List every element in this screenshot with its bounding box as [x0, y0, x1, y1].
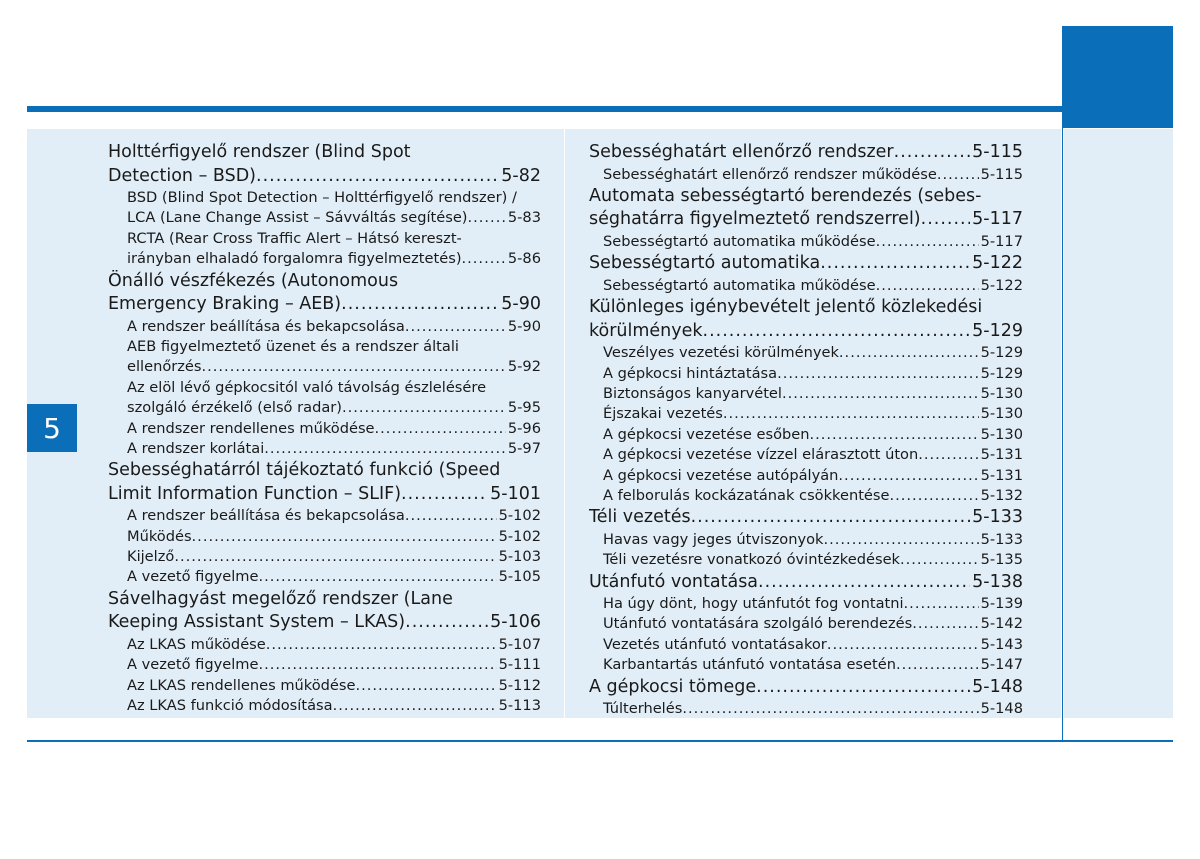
toc-entry-page: 5-133 [980, 530, 1023, 548]
dot-leader [462, 249, 506, 269]
dot-leader [782, 384, 979, 404]
toc-entry [589, 296, 1023, 320]
toc-entry-page: 5-92 [507, 358, 541, 376]
toc-entry-title: A vezető figyelme [127, 568, 259, 586]
toc-entry-page: 5-105 [498, 568, 541, 586]
toc-entry-page: 5-139 [980, 595, 1023, 613]
toc-entry-title: Veszélyes vezetési körülmények [603, 344, 839, 362]
toc-entry-page: 5-82 [501, 165, 541, 186]
toc-entry-title: A rendszer beállítása és bekapcsolása [127, 507, 405, 525]
dot-leader [918, 445, 978, 465]
toc-entry-page: 5-129 [972, 320, 1023, 341]
toc-entry-page: 5-130 [980, 405, 1023, 423]
dot-leader [264, 439, 506, 459]
toc-entry[interactable] [589, 343, 1023, 363]
chapter-number-badge: 5 [27, 404, 77, 452]
toc-entry-title: A felborulás kockázatának csökkentése [603, 486, 890, 504]
toc-entry-title: Sebességtartó automatika működése [603, 276, 876, 294]
toc-entry-page: 5-131 [980, 466, 1023, 484]
dot-leader [405, 611, 488, 635]
toc-entry-title: A gépkocsi vezetése autópályán [603, 466, 839, 484]
dot-leader [921, 208, 971, 232]
dot-leader [820, 252, 970, 276]
dot-leader [355, 676, 496, 696]
dot-leader [256, 165, 499, 189]
dot-leader [259, 567, 497, 587]
toc-entry-page: 5-95 [507, 399, 541, 417]
dot-leader [838, 466, 978, 486]
toc-entry-page: 5-132 [980, 486, 1023, 504]
toc-entry[interactable] [108, 655, 541, 675]
toc-entry-title: A gépkocsi vezetése vízzel elárasztott úton [603, 446, 919, 464]
toc-entry-title: Sebességtartó automatika működése [603, 232, 876, 250]
toc-entry-page: 5-122 [972, 253, 1023, 274]
toc-entry[interactable] [108, 165, 541, 189]
toc-entry[interactable] [589, 445, 1023, 465]
toc-entry-page: 5-101 [490, 483, 541, 504]
toc-entry-page: 5-107 [498, 635, 541, 653]
toc-entry [108, 270, 541, 294]
dot-leader [405, 506, 497, 526]
dot-leader [827, 635, 979, 655]
toc-entry-page: 5-130 [980, 384, 1023, 402]
toc-entry-title: Ha úgy dönt, hogy utánfutót fog vontatni [603, 595, 904, 613]
toc-entry-page: 5-131 [980, 446, 1023, 464]
toc-entry-title: Sebességhatárról tájékoztató funkció (Speed [108, 460, 501, 481]
toc-entry-page: 5-113 [498, 697, 541, 715]
dot-leader [341, 293, 499, 317]
toc-entry-title: Emergency Braking – AEB) [108, 294, 342, 315]
toc-entry-title: Éjszakai vezetés [603, 405, 723, 423]
toc-entry-page: 5-135 [980, 551, 1023, 569]
dot-leader [896, 655, 979, 675]
dot-leader [405, 317, 506, 337]
toc-entry[interactable] [108, 208, 541, 228]
toc-entry-page: 5-97 [507, 439, 541, 457]
toc-entry-title: A gépkocsi vezetése esőben [603, 425, 810, 443]
toc-column-left [108, 141, 541, 716]
toc-entry-page: 5-147 [980, 656, 1023, 674]
chapter-tab-corner [1062, 26, 1173, 128]
toc-entry [108, 337, 541, 357]
toc-entry-title: Téli vezetésre vonatkozó óvintézkedések [603, 551, 900, 569]
toc-entry-title: Keeping Assistant System – LKAS) [108, 612, 406, 633]
toc-entry-page: 5-102 [498, 527, 541, 545]
toc-entry-title: A rendszer beállítása és bekapcsolása [127, 317, 405, 335]
toc-entry[interactable] [589, 655, 1023, 675]
dot-leader [900, 550, 979, 570]
toc-entry[interactable] [108, 635, 541, 655]
toc-entry-title: Sebességtartó automatika [589, 253, 821, 274]
dot-leader [890, 486, 979, 506]
header-rule [27, 106, 1062, 112]
toc-entry-title: Sávelhagyást megelőző rendszer (Lane [108, 588, 453, 609]
toc-entry [108, 229, 541, 249]
toc-entry-page: 5-142 [980, 615, 1023, 633]
toc-entry[interactable] [589, 466, 1023, 486]
toc-entry-page: 5-148 [972, 676, 1023, 697]
toc-entry-page: 5-143 [980, 635, 1023, 653]
toc-entry[interactable] [108, 547, 541, 567]
toc-entry [108, 588, 541, 612]
toc-entry-title: Az LKAS működése [127, 635, 266, 653]
toc-entry[interactable] [589, 699, 1023, 719]
toc-entry[interactable] [589, 276, 1023, 296]
toc-entry-title: Utánfutó vontatása [589, 571, 759, 592]
toc-entry-title: Működés [127, 527, 192, 545]
toc-entry-page: 5-106 [490, 612, 541, 633]
toc-entry-title: Az LKAS funkció módosítása [127, 697, 333, 715]
side-margin-panel [1064, 129, 1173, 718]
dot-leader [259, 655, 497, 675]
toc-entry-title: szolgáló érzékelő (első radar) [127, 399, 342, 417]
toc-entry-page: 5-122 [980, 276, 1023, 294]
toc-entry-title: irányban elhaladó forgalomra figyelmeztetés) [127, 250, 462, 268]
toc-entry-page: 5-90 [501, 294, 541, 315]
dot-leader [876, 276, 979, 296]
toc-entry[interactable] [589, 550, 1023, 570]
toc-entry-page: 5-102 [498, 507, 541, 525]
toc-entry-page: 5-148 [980, 700, 1023, 718]
dot-leader [468, 208, 506, 228]
toc-entry[interactable] [589, 594, 1023, 614]
toc-entry-title: Holttérfigyelő rendszer (Blind Spot [108, 142, 411, 162]
toc-entry-title: ellenőrzés [127, 358, 202, 376]
dot-leader [839, 343, 979, 363]
toc-entry-title: Vezetés utánfutó vontatásakor [603, 635, 827, 653]
dot-leader [342, 398, 506, 418]
toc-entry-page: 5-111 [498, 656, 541, 674]
toc-entry[interactable] [108, 696, 541, 716]
toc-entry[interactable] [589, 232, 1023, 252]
toc-entry-title: A rendszer rendellenes működése [127, 419, 375, 437]
toc-entry-page: 5-138 [972, 571, 1023, 592]
toc-entry[interactable] [108, 357, 541, 377]
toc-entry[interactable] [108, 439, 541, 459]
toc-entry-title: Havas vagy jeges útviszonyok [603, 530, 824, 548]
toc-entry[interactable] [589, 208, 1023, 232]
toc-entry-title: A gépkocsi hintáztatása [603, 364, 778, 382]
dot-leader [691, 506, 971, 530]
toc-entry[interactable] [589, 252, 1023, 276]
toc-entry-page: 5-86 [507, 250, 541, 268]
toc-entry[interactable] [108, 527, 541, 547]
dot-leader [912, 614, 978, 634]
footer-rule [27, 740, 1173, 742]
toc-entry-title: körülmények [589, 320, 703, 341]
toc-entry-title: Önálló vészfékezés (Autonomous [108, 270, 399, 291]
toc-entry[interactable] [589, 320, 1023, 344]
toc-entry-title: Detection – BSD) [108, 165, 256, 186]
toc-entry[interactable] [108, 249, 541, 269]
toc-entry-title: Az elöl lévő gépkocsitól való távolság észlelésére [127, 378, 487, 396]
toc-entry [108, 188, 541, 208]
toc-entry[interactable] [589, 141, 1023, 165]
toc-entry[interactable] [108, 483, 541, 507]
toc-entry-title: A vezető figyelme [127, 656, 259, 674]
toc-entry-title: Téli vezetés [589, 507, 691, 528]
toc-entry[interactable] [108, 611, 541, 635]
dot-leader [758, 571, 970, 595]
toc-entry-page: 5-129 [980, 344, 1023, 362]
toc-column-right [589, 141, 1023, 720]
dot-leader [723, 404, 979, 424]
dot-leader [756, 676, 970, 700]
toc-entry-title: RCTA (Rear Cross Traffic Alert – Hátsó kereszt- [127, 229, 462, 247]
toc-entry-title: Karbantartás utánfutó vontatása esetén [603, 656, 896, 674]
toc-entry-page: 5-130 [980, 425, 1023, 443]
toc-entry-page: 5-117 [980, 232, 1023, 250]
dot-leader [824, 530, 979, 550]
toc-entry-page: 5-103 [498, 548, 541, 566]
dot-leader [202, 357, 506, 377]
toc-entry[interactable] [108, 317, 541, 337]
toc-entry-title: LCA (Lane Change Assist – Sávváltás segítése) [127, 209, 468, 227]
toc-entry-title: Limit Information Function – SLIF) [108, 483, 402, 504]
toc-entry-title: Sebességhatárt ellenőrző rendszer működése [603, 165, 937, 183]
toc-entry[interactable] [589, 506, 1023, 530]
toc-entry[interactable] [589, 530, 1023, 550]
toc-entry[interactable] [589, 676, 1023, 700]
toc-entry-page: 5-115 [980, 165, 1023, 183]
toc-entry-title: Különleges igénybevételt jelentő közlekedési [589, 297, 983, 318]
toc-entry-title: Sebességhatárt ellenőrző rendszer [589, 142, 894, 162]
toc-entry[interactable] [589, 165, 1023, 185]
toc-entry-page: 5-96 [507, 419, 541, 437]
toc-entry-title: Túlterhelés [603, 700, 683, 718]
toc-entry-page: 5-112 [498, 676, 541, 694]
toc-entry-title: Biztonságos kanyarvétel [603, 384, 782, 402]
toc-entry-title: Az LKAS rendellenes működése [127, 676, 356, 694]
dot-leader [266, 635, 497, 655]
toc-entry [108, 459, 541, 483]
toc-entry-page: 5-129 [980, 364, 1023, 382]
dot-leader [904, 594, 979, 614]
dot-leader [174, 547, 496, 567]
toc-entry[interactable] [108, 567, 541, 587]
toc-entry [589, 185, 1023, 209]
dot-leader [894, 141, 971, 165]
dot-leader [333, 696, 497, 716]
toc-entry-title: BSD (Blind Spot Detection – Holttérfigyelő rendszer) / [127, 189, 517, 206]
toc-entry-page: 5-133 [972, 507, 1023, 528]
toc-entry[interactable] [108, 676, 541, 696]
dot-leader [375, 419, 506, 439]
toc-entry-page: 5-117 [972, 209, 1023, 230]
toc-entry-title: A gépkocsi tömege [589, 676, 757, 697]
toc-entry[interactable] [589, 364, 1023, 384]
dot-leader [682, 699, 978, 719]
toc-entry-title: Utánfutó vontatására szolgáló berendezés [603, 615, 913, 633]
toc-entry[interactable] [108, 398, 541, 418]
dot-leader [401, 483, 488, 507]
toc-entry[interactable] [108, 506, 541, 526]
toc-entry-page: 5-90 [507, 317, 541, 335]
toc-entry-page: 5-115 [972, 142, 1023, 162]
toc-entry[interactable] [589, 404, 1023, 424]
toc-entry-title: séghatárra figyelmeztető rendszerrel) [589, 209, 921, 230]
toc-entry-title: Kijelző [127, 548, 175, 566]
column-divider [564, 129, 565, 718]
dot-leader [703, 320, 971, 344]
toc-entry[interactable] [589, 384, 1023, 404]
dot-leader [937, 165, 979, 185]
toc-entry[interactable] [589, 571, 1023, 595]
toc-entry[interactable] [589, 635, 1023, 655]
toc-entry-title: Automata sebességtartó berendezés (sebes- [589, 185, 982, 206]
toc-entry[interactable] [589, 486, 1023, 506]
toc-entry[interactable] [108, 419, 541, 439]
toc-entry[interactable] [589, 425, 1023, 445]
toc-entry[interactable] [108, 293, 541, 317]
dot-leader [777, 364, 979, 384]
toc-entry-title: AEB figyelmeztető üzenet és a rendszer általi [127, 337, 459, 355]
toc-entry-title: A rendszer korlátai [127, 439, 265, 457]
margin-rule [1062, 26, 1063, 742]
dot-leader [876, 232, 979, 252]
toc-entry[interactable] [589, 614, 1023, 634]
toc-entry-page: 5-83 [507, 209, 541, 227]
dot-leader [192, 527, 497, 547]
dot-leader [810, 425, 979, 445]
toc-entry [108, 378, 541, 398]
toc-entry [108, 141, 541, 165]
